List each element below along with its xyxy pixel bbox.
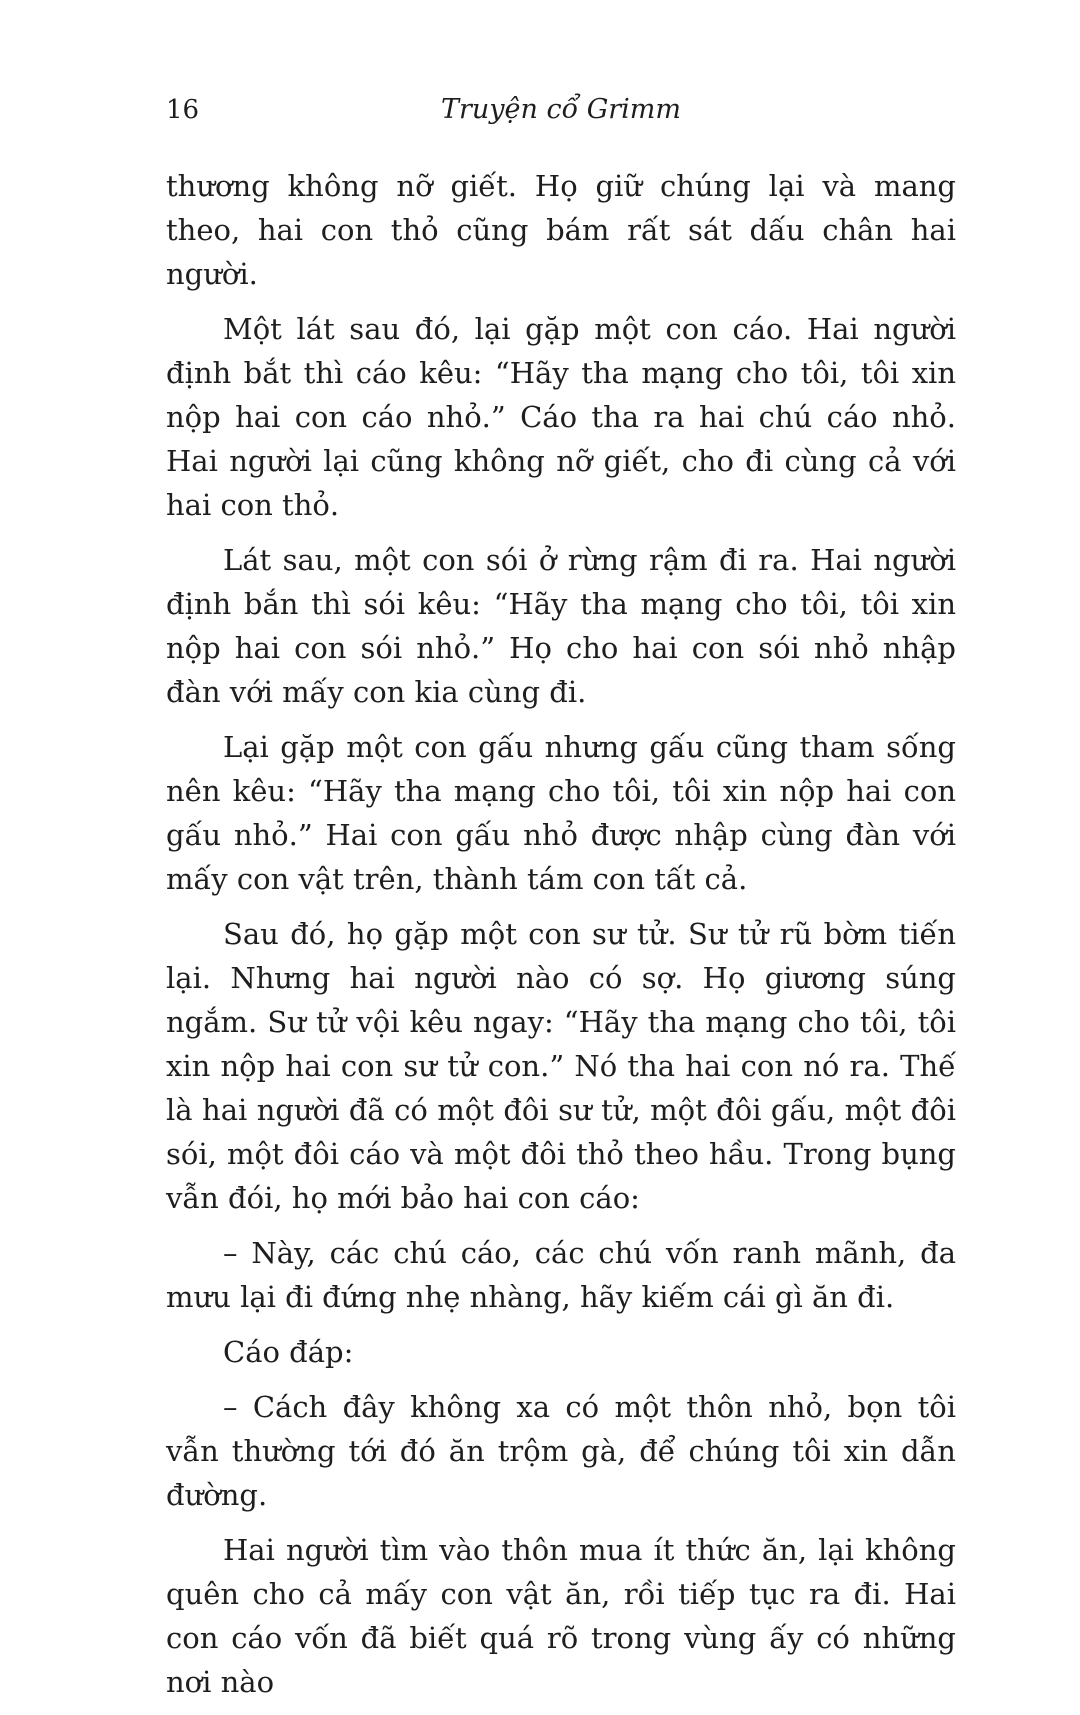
paragraph-village: Hai người tìm vào thôn mua ít thức ăn, lại không quên cho cả mấy con vật ăn, rồi tiếp tục ra đi. Hai con cáo vốn đã biết quá rõ trong vùng ấy có những nơi nào	[166, 1533, 956, 1699]
dialogue-hunters: – Này, các chú cáo, các chú vốn ranh mãnh, đa mưu lại đi đứng nhẹ nhàng, hãy kiếm cái gì ăn đi.	[166, 1236, 956, 1314]
dialogue-fox-intro: Cáo đáp:	[223, 1335, 354, 1369]
paragraph-fox: Một lát sau đó, lại gặp một con cáo. Hai người định bắt thì cáo kêu: “Hãy tha mạng cho tôi, tôi xin nộp hai con cáo nhỏ.” Cáo tha ra hai chú cáo nhỏ. Hai người lại cũng không nỡ giết, cho đi cùng cả với hai con thỏ.	[166, 312, 956, 522]
story-text	[166, 164, 956, 1715]
running-title: Truyện cổ Grimm	[440, 94, 682, 125]
paragraph-continuation: thương không nỡ giết. Họ giữ chúng lại và mang theo, hai con thỏ cũng bám rất sát dấu chân hai người.	[166, 169, 956, 291]
paragraph-wolf: Lát sau, một con sói ở rừng rậm đi ra. Hai người định bắn thì sói kêu: “Hãy tha mạng cho tôi, tôi xin nộp hai con sói nhỏ.” Họ cho hai con sói nhỏ nhập đàn với mấy con kia cùng đi.	[166, 543, 956, 709]
dialogue-fox-reply: – Cách đây không xa có một thôn nhỏ, bọn tôi vẫn thường tới đó ăn trộm gà, để chúng tôi xin dẫn đường.	[166, 1390, 956, 1512]
paragraph-lion: Sau đó, họ gặp một con sư tử. Sư tử rũ bờm tiến lại. Nhưng hai người nào có sợ. Họ giương súng ngắm. Sư tử vội kêu ngay: “Hãy tha mạng cho tôi, tôi xin nộp hai con sư tử con.” Nó tha hai con nó ra. Thế là hai người đã có một đôi sư tử, một đôi gấu, một đôi sói, một đôi cáo và một đôi thỏ theo hầu. Trong bụng vẫn đói, họ mới bảo hai con cáo:	[166, 917, 956, 1215]
page-header	[166, 88, 956, 132]
paragraph-bear: Lại gặp một con gấu nhưng gấu cũng tham sống nên kêu: “Hãy tha mạng cho tôi, tôi xin nộp hai con gấu nhỏ.” Hai con gấu nhỏ được nhập cùng đàn với mấy con vật trên, thành tám con tất cả.	[166, 730, 956, 896]
page-number: 16	[166, 95, 200, 125]
